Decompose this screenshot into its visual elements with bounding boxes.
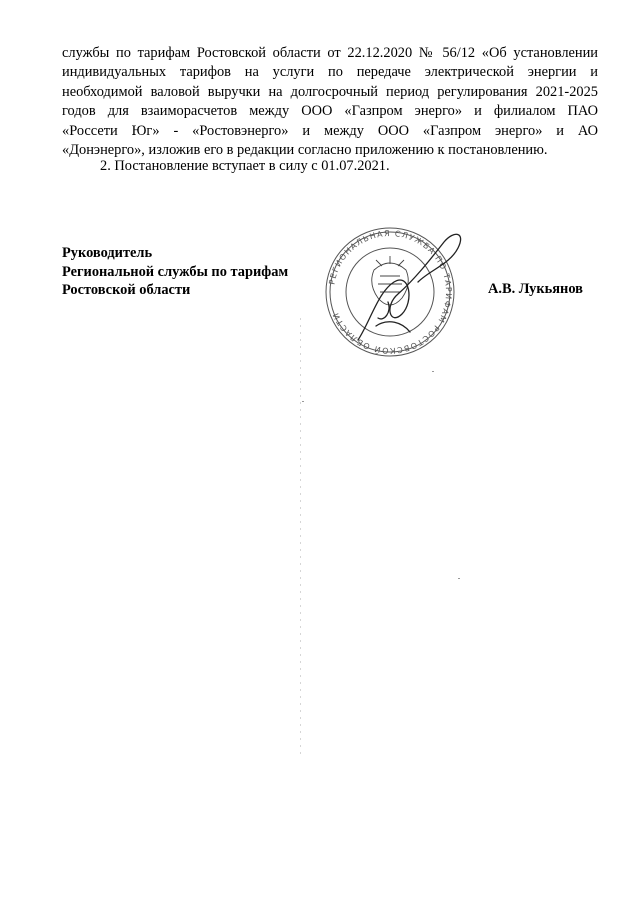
text-line: «Россети Юг» - «Ростовэнерго» и между ООО «Газпром энерго» и АО <box>62 122 598 139</box>
scan-speck <box>302 401 304 402</box>
svg-text:РЕГИОНАЛЬНАЯ СЛУЖБА ПО ТАРИФАМ: РЕГИОНАЛЬНАЯ СЛУЖБА ПО ТАРИФАМ РОСТОВСКОЙ ОБЛАСТИ <box>327 228 454 356</box>
official-stamp-icon <box>318 222 470 362</box>
paragraph-amendment <box>62 44 598 160</box>
text-line: годов для взаиморасчетов между ООО «Газпром энерго» и филиалом ПАО <box>62 103 598 120</box>
scan-speck <box>432 371 434 372</box>
scan-artifact-line <box>300 318 301 758</box>
position-line: Региональной службы по тарифам <box>62 263 289 280</box>
position-line: Ростовской области <box>62 282 191 298</box>
scan-speck <box>458 578 460 579</box>
text-line: службы по тарифам Ростовской области от 22.12.2020 № 56/12 «Об установлении <box>62 45 598 61</box>
text-line: индивидуальных тарифов на услуги по передаче электрической энергии и <box>62 64 598 81</box>
signer-name: А.В. Лукьянов <box>488 281 583 297</box>
text-line: «Донэнерго», изложив его в редакции согласно приложению к постановлению. <box>62 142 548 159</box>
paragraph-effective-date: 2. Постановление вступает в силу с 01.07.2021. <box>100 158 390 174</box>
signatory-position <box>62 244 288 300</box>
text-line: необходимой валовой выручки на долгосрочный период регулирования 2021-2025 <box>62 83 598 100</box>
position-line: Руководитель <box>62 245 153 261</box>
